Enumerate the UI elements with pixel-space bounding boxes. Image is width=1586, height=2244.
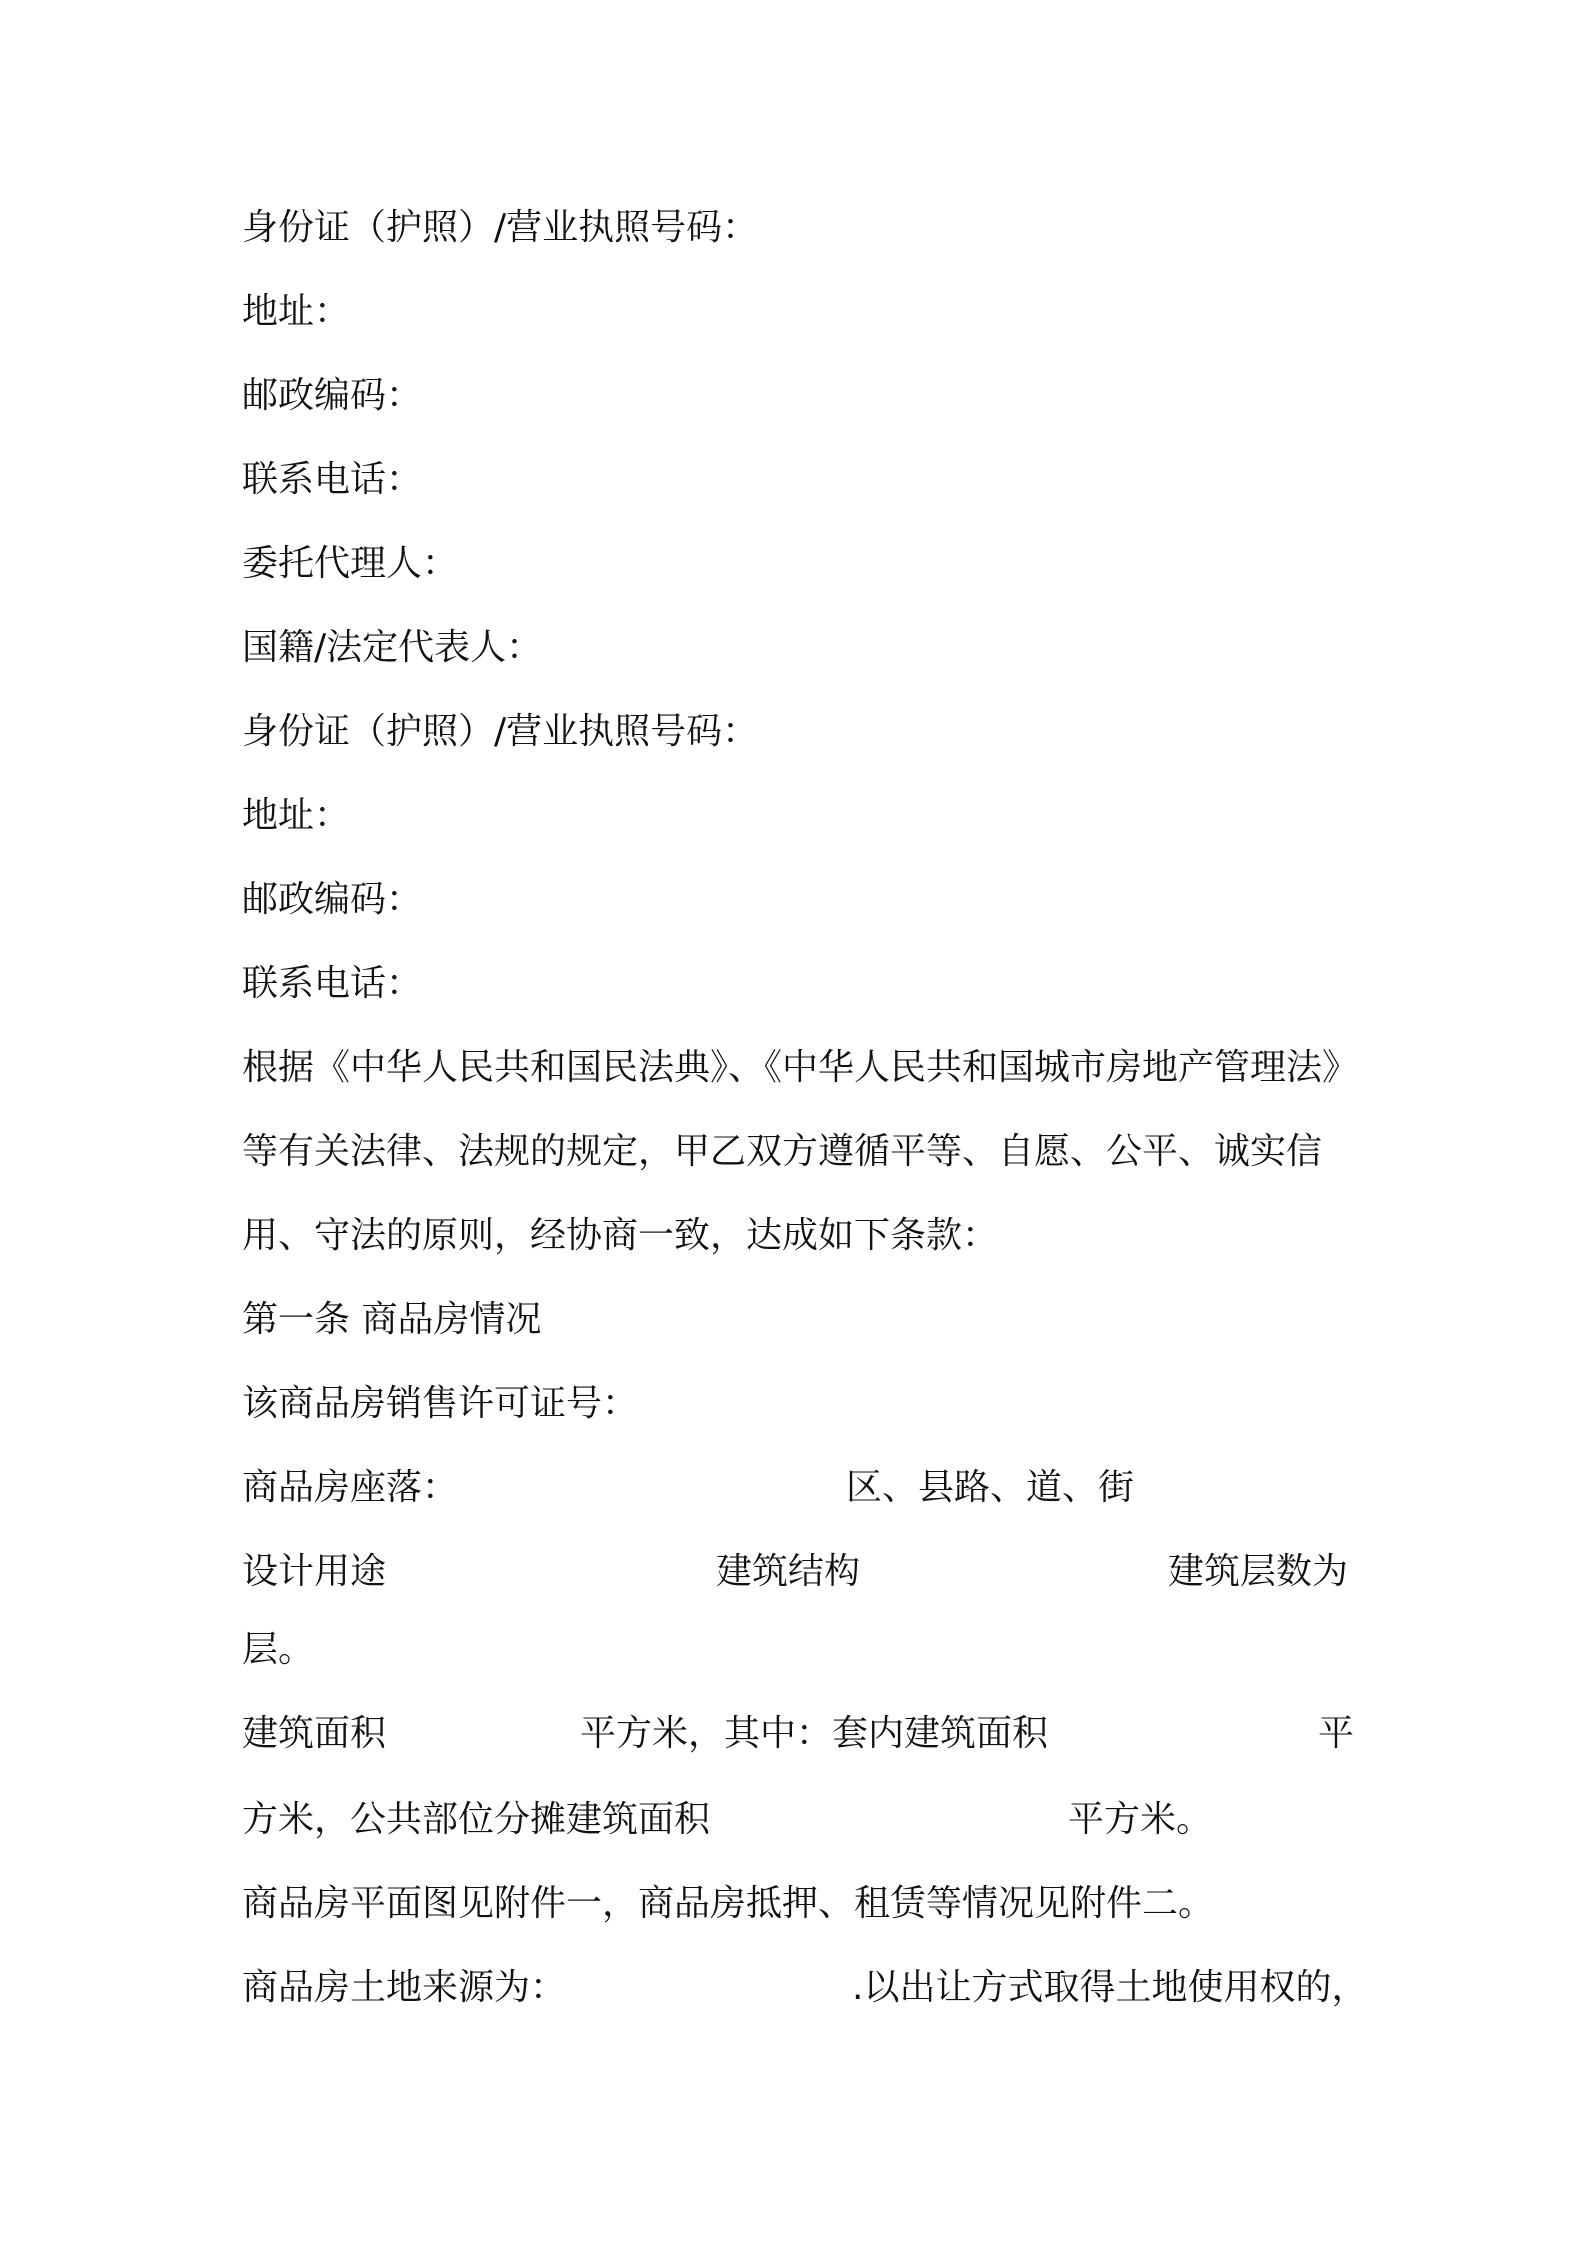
building-structure-label: 建筑结构 — [716, 1551, 861, 1592]
building-floors-label: 建筑层数为 — [1168, 1551, 1349, 1592]
design-use-label: 设计用途 — [242, 1551, 387, 1592]
nationality-representative-label: 国籍/法定代表人： — [242, 627, 543, 668]
location-label: 商品房座落： — [242, 1467, 459, 1508]
address-label: 地址： — [242, 291, 351, 332]
agent-postcode-label: 邮政编码： — [242, 879, 423, 920]
shared-area-unit: 平方米。 — [1068, 1799, 1213, 1840]
postcode-label: 邮政编码： — [242, 375, 423, 416]
agent-address-label: 地址： — [242, 795, 351, 836]
article-1-title: 第一条 商品房情况 — [242, 1299, 542, 1340]
floors-unit: 层。 — [242, 1629, 315, 1670]
location-suffix: 区、县路、道、街 — [846, 1467, 1135, 1508]
floor-area-end: 平 — [1318, 1713, 1355, 1754]
floor-area-mid: 平方米，其中：套内建筑面积 — [580, 1713, 1049, 1754]
id-number-label: 身份证（护照）/营业执照号码： — [242, 207, 759, 248]
land-source-label: 商品房土地来源为： — [242, 1967, 567, 2008]
shared-area-label: 方米，公共部位分摊建筑面积 — [242, 1799, 711, 1840]
agent-label: 委托代理人： — [242, 543, 459, 584]
agent-id-number-label: 身份证（护照）/营业执照号码： — [242, 711, 759, 752]
agent-phone-label: 联系电话： — [242, 963, 423, 1004]
land-source-suffix: .以出让方式取得土地使用权的， — [852, 1967, 1368, 2008]
attachments-note: 商品房平面图见附件一，商品房抵押、租赁等情况见附件二。 — [242, 1883, 1215, 1924]
phone-label: 联系电话： — [242, 459, 423, 500]
sales-permit-label: 该商品房销售许可证号： — [242, 1383, 639, 1424]
preamble-line-3: 用、守法的原则，经协商一致，达成如下条款： — [242, 1215, 999, 1256]
floor-area-label: 建筑面积 — [242, 1713, 387, 1754]
preamble-line-2: 等有关法律、法规的规定，甲乙双方遵循平等、自愿、公平、诚实信 — [242, 1131, 1323, 1172]
preamble-line-1: 根据《中华人民共和国民法典》、《中华人民共和国城市房地产管理法》 — [242, 1047, 1359, 1088]
